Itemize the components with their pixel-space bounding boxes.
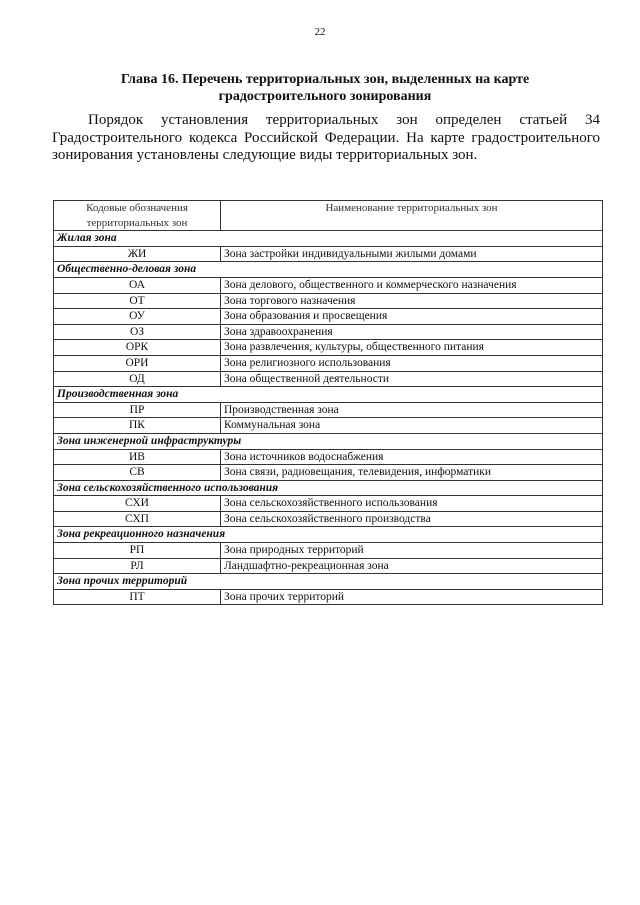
zone-name: Зона сельскохозяйственного использования [221,496,603,512]
zone-name: Зона природных территорий [221,543,603,559]
zone-group-row [54,480,603,496]
zone-name: Коммунальная зона [221,418,603,434]
zone-group-title: Зона инженерной инфраструктуры [54,433,603,449]
zone-name: Ландшафтно-рекреационная зона [221,558,603,574]
chapter-title [60,71,590,105]
zone-code: СХИ [54,496,221,512]
zone-name: Зона связи, радиовещания, телевидения, информатики [221,465,603,481]
table-row [54,558,603,574]
zones-table [53,200,603,605]
zone-group-row [54,527,603,543]
zone-name: Зона прочих территорий [221,589,603,605]
header-code: Кодовые обозначения территориальных зон [54,201,221,231]
zone-code: ОЗ [54,324,221,340]
zone-code: СХП [54,511,221,527]
zone-group-title: Зона сельскохозяйственного использования [54,480,603,496]
table-row [54,465,603,481]
zone-group-row [54,433,603,449]
zone-code: РЛ [54,558,221,574]
zone-name: Производственная зона [221,402,603,418]
zone-code: ОД [54,371,221,387]
chapter-title-line-2: градостроительного зонирования [218,89,432,104]
zone-group-title: Зона рекреационного назначения [54,527,603,543]
table-row [54,449,603,465]
zone-code: СВ [54,465,221,481]
zone-name: Зона здравоохранения [221,324,603,340]
zone-code: ОТ [54,293,221,309]
chapter-title-line-1: Глава 16. Перечень территориальных зон, выделенных на карте [120,72,530,87]
zone-name: Зона делового, общественного и коммерческого назначения [221,277,603,293]
header-name: Наименование территориальных зон [221,201,603,231]
zone-name: Зона образования и просвещения [221,309,603,325]
zone-code: ОУ [54,309,221,325]
zone-group-row [54,231,603,247]
zone-group-row [54,387,603,403]
zone-name: Зона источников водоснабжения [221,449,603,465]
table-row [54,293,603,309]
zone-code: ИВ [54,449,221,465]
zone-group-title: Зона прочих территорий [54,574,603,590]
table-header-row [54,201,603,231]
table-row [54,309,603,325]
zone-code: ОРК [54,340,221,356]
table-row [54,371,603,387]
table-row [54,418,603,434]
table-row [54,402,603,418]
table-row [54,589,603,605]
table-row [54,355,603,371]
table-row [54,324,603,340]
zone-code: ПТ [54,589,221,605]
table-row [54,340,603,356]
zone-code: ЖИ [54,246,221,262]
zone-name: Зона религиозного использования [221,355,603,371]
table-row [54,543,603,559]
page-number: 22 [314,26,326,38]
intro-paragraph: Порядок установления территориальных зон определен статьей 34 Градостроительного кодекса Российской Федерации. На карте градостроительного зонирования установлены следующие виды территориальных зон. [52,112,600,163]
zone-code: ПР [54,402,221,418]
zone-group-row [54,574,603,590]
zones-table-body [54,201,603,605]
zone-code: ПК [54,418,221,434]
table-row [54,511,603,527]
zone-group-title: Производственная зона [54,387,603,403]
zone-group-title: Жилая зона [54,231,603,247]
zone-group-title: Общественно-деловая зона [54,262,603,278]
zone-name: Зона развлечения, культуры, общественного питания [221,340,603,356]
table-row [54,277,603,293]
table-row [54,246,603,262]
table-row [54,496,603,512]
zone-name: Зона общественной деятельности [221,371,603,387]
zone-code: ОРИ [54,355,221,371]
zone-name: Зона торгового назначения [221,293,603,309]
zone-group-row [54,262,603,278]
zone-name: Зона сельскохозяйственного производства [221,511,603,527]
zone-code: ОА [54,277,221,293]
zone-code: РП [54,543,221,559]
zone-name: Зона застройки индивидуальными жилыми домами [221,246,603,262]
